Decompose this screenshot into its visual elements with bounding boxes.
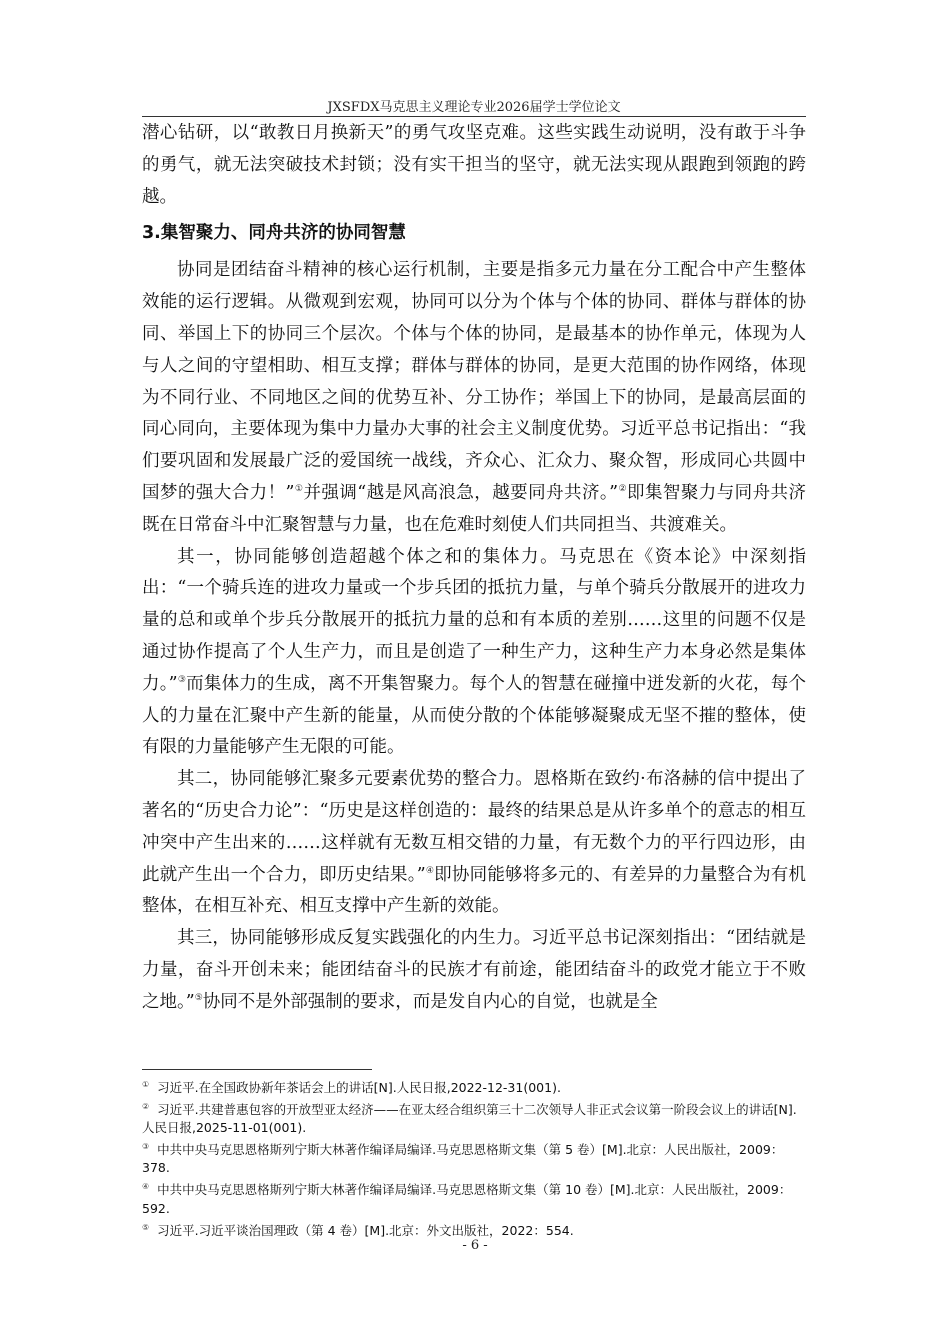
text-run: 其三，协同能够形成反复实践强化的内生力。习近平总书记深刻指出：“团结就是力量，奋斗开创未来；能团结奋斗的民族才有前途，能团结奋斗的政党才能立于不败之地。”	[142, 928, 806, 1012]
footnote-mark: ①	[142, 1080, 150, 1089]
page-number: - 6 -	[462, 1238, 488, 1253]
text-run: 而集体力的生成，离不开集智聚力。每个人的智慧在碰撞中迸发新的火花，每个人的力量在汇聚中产生新的能量，从而使分散的个体能够凝聚成无坚不摧的整体，使有限的力量能够产生无限的可能。	[142, 673, 807, 758]
footnote-item	[142, 1076, 806, 1097]
footnote-mark: ⑤	[142, 1222, 150, 1232]
text-run: 其二，协同能够汇聚多元要素优势的整合力。恩格斯在致约·布洛赫的信中提出了著名的“历史合力论”：“历史是这样创造的：最终的结果总是从许多单个的意志的相互冲突中产生出来的……这样就有无数互相交错的力量，有无数个力的平行四边形，由此就产生出一个合力，即历史结果。”	[142, 769, 806, 885]
paragraph-first	[142, 542, 806, 765]
footnote-text: 中共中央马克思恩格斯列宁斯大林著作编译局编译.马克思恩格斯文集（第 5 卷）[M].北京：人民出版社，2009：378.	[142, 1142, 784, 1176]
text-run: 协同是团结奋斗精神的核心运行机制，主要是指多元力量在分工配合中产生整体效能的运行逻辑。从微观到宏观，协同可以分为个体与个体的协同、群体与群体的协同、举国上下的协同三个层次。个体与个体的协同，是最基本的协作单元，体现为人与人之间的守望相助、相互支撑；群体与群体的协同，是更大范围的协作网络，体现为不同行业、不同地区之间的优势互补、分工协作；举国上下的协同，是最高层面的同心同向，主要体现为集中力量办大事的社会主义制度优势。习近平总书记指出：“我们要巩固和发展最广泛的爱国统一战线，齐众心、汇众力、聚众智，形成同心共圆中国梦的强大合力！”	[142, 260, 806, 503]
text-run: 并强调“越是风高浪急，越要同舟共济。”	[303, 482, 619, 503]
paragraph-continued: 潜心钻研，以“敢教日月换新天”的勇气攻坚克难。这些实践生动说明，没有敢于斗争的勇气，就无法突破技术封锁；没有实干担当的坚守，就无法实现从跟跑到领跑的跨越。	[142, 123, 806, 207]
text-run: 即协同能够将多元的、有差异的力量整合为有机整体，在相互补充、相互支撑中产生新的效能。	[142, 864, 806, 917]
footnote-ref-3[interactable]: ③	[177, 674, 187, 685]
footnote-ref-1[interactable]: ①	[294, 484, 304, 495]
footnote-divider	[142, 1069, 372, 1070]
text-run: 即集智聚力与同舟共济既在日常奋斗中汇聚智慧与力量，也在危难时刻使人们共同担当、共渡难关。	[142, 482, 806, 535]
footnote-mark: ④	[142, 1182, 150, 1192]
header-divider	[142, 116, 806, 117]
footnote-ref-4[interactable]: ④	[425, 865, 435, 876]
footnote-mark: ③	[142, 1142, 150, 1152]
running-header: JXSFDX马克思主义理论专业2026届学士学位论文	[327, 100, 621, 115]
paragraph-synergy	[142, 255, 806, 541]
section-heading: 3.集智聚力、同舟共济的协同智慧	[142, 223, 406, 244]
body-text	[142, 118, 806, 1019]
paragraph-second	[142, 764, 806, 923]
footnote-text: 中共中央马克思恩格斯列宁斯大林著作编译局编译.马克思恩格斯文集（第 10 卷）[M].北京：人民出版社，2009：592.	[142, 1182, 792, 1216]
footnote-item	[142, 1219, 806, 1240]
footnote-item	[142, 1138, 806, 1177]
text-run: 其一，协同能够创造超越个体之和的集体力。马克思在《资本论》中深刻指出：“一个骑兵连的进攻力量或一个步兵团的抵抗力量，与单个骑兵分散展开的进攻力量的总和或单个步兵分散展开的抵抗力量的总和有本质的差别……这里的问题不仅是通过协作提高了个人生产力，而且是创造了一种生产力，这种生产力本身必然是集体力。”	[142, 546, 806, 694]
footnote-text: 习近平.共建普惠包容的开放型亚太经济——在亚太经合组织第三十二次领导人非正式会议第一阶段会议上的讲话[N].人民日报,2025-11-01(001).	[142, 1102, 797, 1136]
footnote-text: 习近平.在全国政协新年茶话会上的讲话[N].人民日报,2022-12-31(001).	[157, 1080, 561, 1096]
footnotes	[142, 1076, 806, 1241]
footnote-mark: ②	[142, 1102, 150, 1112]
footnote-item	[142, 1178, 806, 1217]
footnote-item	[142, 1098, 806, 1137]
paragraph-third	[142, 923, 806, 1018]
footnote-text: 习近平.习近平谈治国理政（第 4 卷）[M].北京：外文出版社，2022：554.	[157, 1222, 574, 1238]
footnote-ref-5[interactable]: ⑤	[194, 992, 203, 1003]
text-run: 协同不是外部强制的要求，而是发自内心的自觉，也就是全	[202, 991, 658, 1012]
footnote-ref-2[interactable]: ②	[618, 484, 627, 495]
